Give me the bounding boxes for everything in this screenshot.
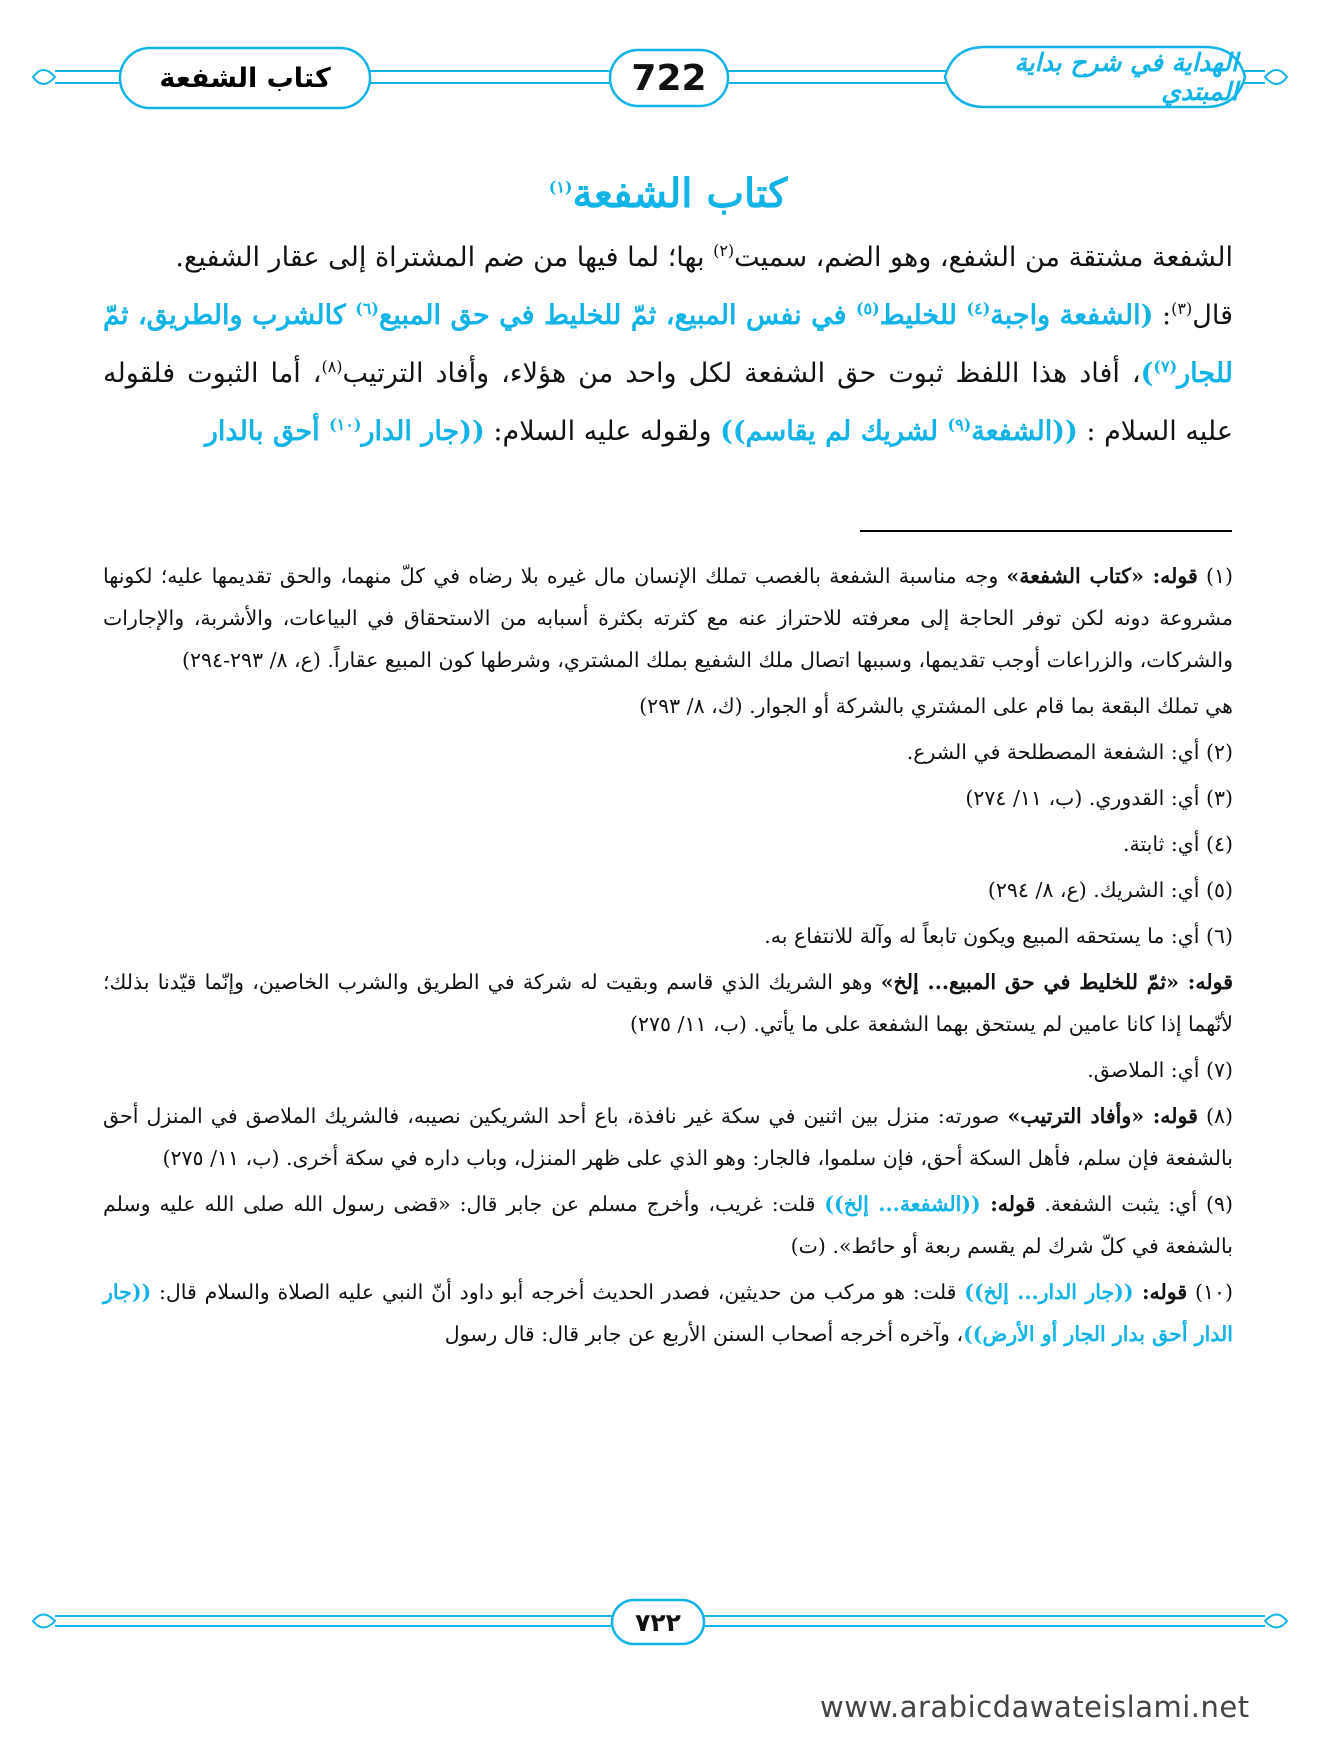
footnote-2: (٢) أي: الشفعة المصطلحة في الشرع. [906,740,1233,764]
footnote-ref: (٥) [855,299,880,318]
matn-text: ) [1140,358,1154,389]
page-header [0,0,1319,160]
footnote-ref: (٧) [1153,357,1178,376]
footnote-text: قلت: هو مركب من حديثين، فصدر الحديث أخرجه أبو داود أنّ النبي عليه الصلاة والسلام قال: [151,1280,965,1304]
footnote-text: صورته: منزل بين اثنين في سكة غير نافذة، باع أحد الشريكين نصيبه، فالشريك الملاصق في المنزل أحق بالشفعة فإن سلم، فأهل السكة أحق، فإن سلموا، فالجار: وهو الذي على ظهر المنزل، وباب داره في سكة أخرى. (ب، ١١/ ٢٧٥) [103,1104,1233,1170]
footnote-lead: قوله: [980,1192,1036,1216]
hadith-text: ((جار الدار أحق بدار الجار أو الأرض)) [103,1280,1233,1346]
footnote-number: (١٠) [1187,1280,1234,1304]
footnote-6: (٦) أي: ما يستحقه المبيع ويكون تابعاً له وآلة للانتفاع به. [764,924,1233,948]
hadith-text: أحق بالدار [204,416,330,447]
footnote-ref: (٤) [966,299,991,318]
footnote-1 [103,555,1233,681]
footnote-lead: قوله: «وأفاد الترتيب» [1007,1104,1198,1128]
paragraph-matn [103,287,1233,461]
header-page-number: 722 [631,57,707,99]
footnote-8 [103,1095,1233,1179]
footnote-6b [103,961,1233,1045]
footnote-9 [103,1183,1233,1267]
text-run: قال [1192,300,1233,331]
footnotes [103,555,1233,1359]
matn-text: للخليط [879,300,967,331]
matn-text: في نفس المبيع، ثمّ للخليط في حق المبيع [378,300,856,331]
footnote-divider [860,530,1232,532]
footer-page-number: ٧٢٢ [635,1607,681,1637]
book-title-logo: الهداية في شرح بداية المبتدي [1014,48,1238,106]
hadith-text: ((جار الدار... إلخ)) [964,1280,1134,1304]
footnote-number: (١) [1197,564,1234,588]
footnote-ref: (٨) [321,357,343,376]
footnote-text: ، وآخره أخرجه أصحاب السنن الأربع عن جابر قال: قال رسول [444,1322,964,1346]
footnote-3: (٣) أي: القدوري. (ب، ١١/ ٢٧٤) [965,786,1233,810]
text-run: الشفعة مشتقة من الشفع، وهو الضم، سميت [734,242,1233,273]
footnote-5: (٥) أي: الشريك. (ع، ٨/ ٢٩٤) [987,878,1233,902]
footnote-text: وجه مناسبة الشفعة بالغصب تملك الإنسان مال غيره بلا رضاه في كلّ منهما، والحق تقديمها عليه؛ لكونها مشروعة دونه لكن توفر الحاجة إلى معرفته للاحتراز عنه مع كثرته بكثرة أسبابه من الاستحقاق في البياعات، والأشربة، والإجارات والشركات، والزراعات أوجب تقديمها، وسببها اتصال ملك الشفيع بملك المشتري، وشرطها كون المبيع عقاراً. (ع، ٨/ ٢٩٣-٢٩٤) [103,564,1233,672]
chapter-heading [103,170,1233,217]
watermark-url: www.arabicdawateislami.net [820,1690,1250,1724]
hadith-text: ((الشفعة... إلخ)) [824,1192,981,1216]
footnote-ref: (٣) [1171,299,1193,318]
paragraph-definition [103,229,1233,287]
footnote-text: قلت: غريب، وأخرج مسلم عن جابر قال: «قضى رسول الله صلى الله عليه وسلم بالشفعة في كلّ شرك لم يقسم ربعة أو حائط». (ت) [103,1192,1233,1258]
footnote-ref: (٩) [947,415,972,434]
footnote-ref: (١٠) [329,415,362,434]
chapter-heading-text: كتاب الشفعة [572,170,788,217]
text-run: ، أفاد هذا اللفظ ثبوت حق الشفعة لكل واحد من هؤلاء، وأفاد الترتيب [342,358,1141,389]
footnote-ref: (٢) [713,241,735,260]
footnote-number: (٨) [1197,1104,1234,1128]
footnote-text: وهو الشريك الذي قاسم وبقيت له شركة في الطريق والشرب الخاصين، وإنّما قيّدنا بذلك؛ لأنّهما إذا كانا عامين لم يستحق بهما الشفعة على ما يأتي. (ب، ١١/ ٢٧٥) [103,970,1233,1036]
text-run: : [1153,300,1172,331]
footnote-text: (٩) أي: يثبت الشفعة. [1035,1192,1233,1216]
matn-text: (الشفعة واجبة [990,300,1154,331]
footnote-lead: قوله: «كتاب الشفعة» [1006,564,1198,588]
text-run: بها؛ لما فيها من ضم المشتراة إلى عقار الشفيع. [175,242,714,273]
footnote-lead: قوله: «ثمّ للخليط في حق المبيع... إلخ» [880,970,1233,994]
footnote-1b: هي تملك البقعة بما قام على المشتري بالشركة أو الجوار. (ك، ٨/ ٢٩٣) [639,694,1233,718]
footnote-ref: (٦) [355,299,379,318]
hadith-text: ((الشفعة [971,416,1078,447]
footnote-4: (٤) أي: ثابتة. [1122,832,1233,856]
footnote-lead: قوله: [1133,1280,1188,1304]
footnote-7: (٧) أي: الملاصق. [1087,1058,1233,1082]
footnote-10 [103,1271,1233,1355]
text-run: ، أما الثبوت فلقوله عليه السلام : [103,358,1233,447]
running-chapter-title: كتاب الشفعة [159,62,331,94]
main-text [103,160,1233,461]
hadith-text: ((جار الدار [361,416,485,447]
text-run: ولقوله عليه السلام: [484,416,721,447]
matn-text: كالشرب والطريق، ثمّ للجار [103,300,1233,389]
hadith-text: لشريك لم يقاسم)) [720,416,948,447]
footnote-ref: (١) [548,177,573,197]
